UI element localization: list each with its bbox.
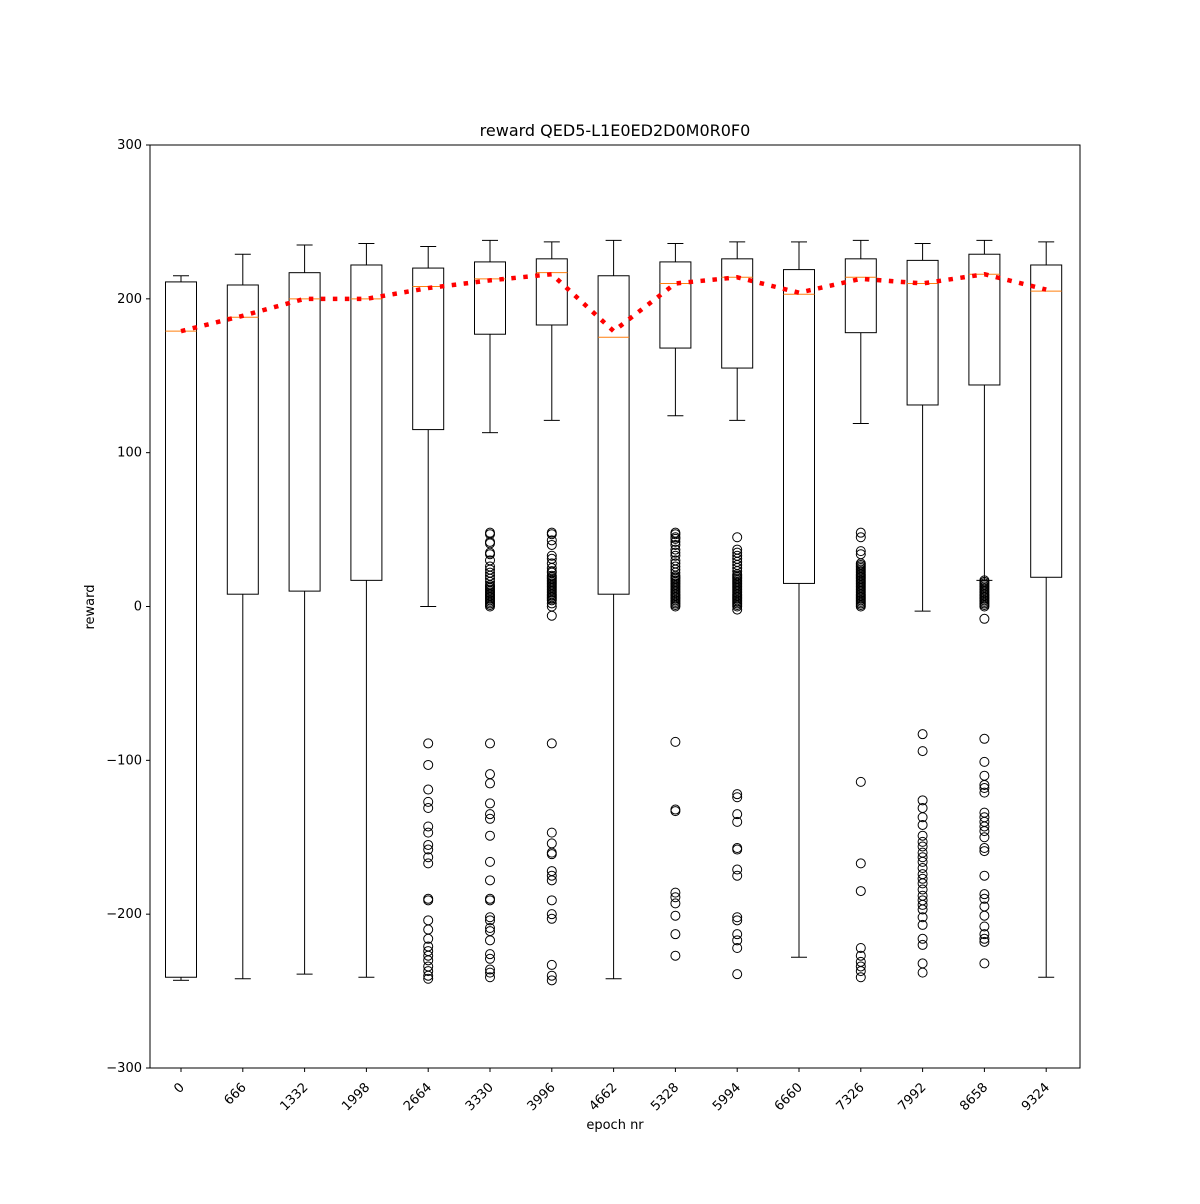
outlier-point	[671, 899, 680, 908]
x-tick-label: 0	[171, 1080, 188, 1097]
outlier-point	[486, 936, 495, 945]
outlier-point	[918, 940, 927, 949]
outlier-point	[733, 533, 742, 542]
outlier-point	[486, 831, 495, 840]
outlier-point	[671, 737, 680, 746]
y-tick-label: −100	[106, 753, 142, 769]
x-tick-label: 7992	[895, 1080, 930, 1115]
outlier-point	[424, 859, 433, 868]
x-axis-label: epoch nr	[586, 1118, 644, 1133]
y-axis-label: reward	[83, 584, 98, 630]
y-tick-label: 100	[117, 445, 142, 461]
outlier-point	[918, 959, 927, 968]
outlier-point	[424, 925, 433, 934]
outlier-point	[424, 785, 433, 794]
outlier-point	[980, 959, 989, 968]
outlier-point	[980, 833, 989, 842]
box	[475, 262, 506, 334]
outlier-point	[980, 871, 989, 880]
outlier-point	[486, 779, 495, 788]
box	[351, 265, 382, 580]
outlier-point	[547, 896, 556, 905]
x-tick-label: 4662	[586, 1080, 621, 1115]
x-tick-label: 9324	[1019, 1080, 1054, 1115]
outlier-point	[424, 804, 433, 813]
outlier-point	[547, 960, 556, 969]
outlier-point	[424, 828, 433, 837]
box	[1031, 265, 1062, 577]
outlier-point	[424, 916, 433, 925]
outlier-point	[486, 770, 495, 779]
outlier-point	[980, 911, 989, 920]
outlier-point	[671, 930, 680, 939]
box	[845, 259, 876, 333]
plot-area	[106, 138, 1080, 1114]
y-tick-label: −200	[106, 907, 142, 923]
outlier-point	[856, 973, 865, 982]
outlier-point	[424, 739, 433, 748]
outlier-point	[671, 951, 680, 960]
y-tick-label: 200	[117, 291, 142, 307]
x-tick-label: 2664	[401, 1080, 436, 1115]
outlier-point	[918, 968, 927, 977]
outlier-point	[856, 887, 865, 896]
outlier-point	[733, 970, 742, 979]
x-tick-label: 1998	[339, 1080, 374, 1115]
y-tick-label: 300	[117, 138, 142, 153]
x-tick-label: 3330	[462, 1080, 497, 1115]
x-tick-label: 8658	[957, 1080, 992, 1115]
x-tick-label: 5328	[648, 1080, 683, 1115]
outlier-point	[424, 760, 433, 769]
outlier-point	[980, 614, 989, 623]
outlier-point	[547, 611, 556, 620]
outlier-point	[918, 730, 927, 739]
x-tick-label: 3996	[524, 1080, 559, 1115]
mean-line	[181, 274, 1046, 331]
outlier-point	[486, 799, 495, 808]
outlier-point	[547, 839, 556, 848]
box	[660, 262, 691, 348]
outlier-point	[486, 876, 495, 885]
outlier-point	[486, 857, 495, 866]
y-tick-label: −300	[106, 1061, 142, 1076]
box	[166, 282, 197, 977]
box	[784, 270, 815, 584]
chart-title: reward QED5-L1E0ED2D0M0R0F0	[479, 121, 751, 140]
box	[536, 259, 567, 325]
x-tick-label: 7326	[833, 1080, 868, 1115]
outlier-point	[980, 757, 989, 766]
outlier-point	[671, 911, 680, 920]
outlier-point	[856, 777, 865, 786]
outlier-point	[486, 739, 495, 748]
x-tick-label: 1332	[277, 1080, 312, 1115]
outlier-point	[547, 739, 556, 748]
outlier-point	[980, 734, 989, 743]
y-tick-label: 0	[133, 599, 142, 615]
outlier-point	[856, 859, 865, 868]
outlier-point	[733, 871, 742, 880]
box	[289, 273, 320, 591]
outlier-point	[547, 828, 556, 837]
x-tick-label: 6660	[771, 1080, 806, 1115]
box	[413, 268, 444, 430]
box	[907, 260, 938, 405]
box	[227, 285, 258, 594]
outlier-point	[980, 771, 989, 780]
x-tick-label: 5994	[710, 1080, 745, 1115]
x-tick-label: 666	[221, 1080, 250, 1109]
outlier-point	[918, 747, 927, 756]
